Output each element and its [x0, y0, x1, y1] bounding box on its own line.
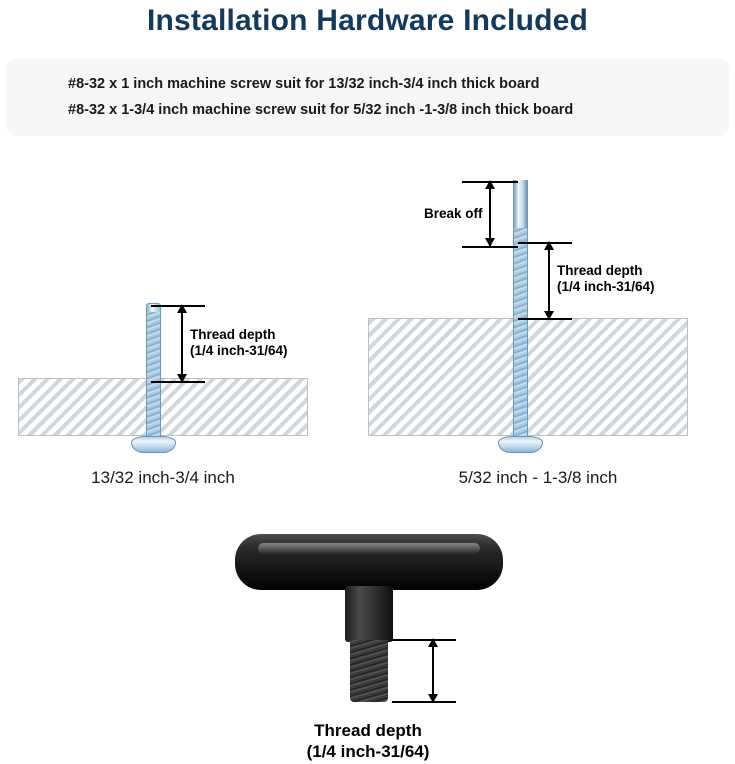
dimension-tick-bottom-right — [518, 318, 572, 320]
dimension-line-thread-depth-right — [548, 243, 550, 319]
knob-dimension-tick-bottom — [392, 701, 456, 703]
dimension-line-break-off — [489, 182, 491, 246]
screw-tip-right — [513, 180, 528, 228]
thread-depth-label-right-line-2: (1/4 inch-31/64) — [557, 279, 655, 295]
thread-depth-label-left-line-1: Thread depth — [190, 327, 276, 342]
screw-head-left — [131, 436, 176, 453]
break-off-tick-bottom — [462, 246, 518, 248]
caption-left: 13/32 inch-3/4 inch — [91, 468, 235, 487]
knob-neck — [345, 586, 393, 642]
thread-depth-label-right — [557, 263, 655, 296]
break-off-tick-top — [462, 181, 518, 183]
thread-depth-label-left-line-2: (1/4 inch-31/64) — [190, 343, 288, 359]
dimension-tick-top-right — [518, 242, 572, 244]
screw-shaft-right — [513, 228, 528, 442]
knob-thread-depth-caption — [248, 720, 488, 763]
caption-right: 5/32 inch - 1-3/8 inch — [458, 468, 618, 487]
spec-note-line-2: #8-32 x 1-3/4 inch machine screw suit for 5/32 inch -1-3/8 inch thick board — [68, 102, 574, 118]
knob-dimension-tick-top — [392, 639, 456, 641]
dimension-tick-top-left — [151, 305, 205, 307]
knob-caption-line-1: Thread depth — [314, 721, 422, 740]
page-title: Installation Hardware Included — [146, 4, 589, 37]
dimension-line-thread-depth-left — [181, 306, 183, 382]
thread-depth-label-left — [190, 327, 288, 360]
board-cross-section-left — [18, 378, 308, 436]
knob-bar-highlight — [258, 543, 480, 554]
dimension-tick-bottom-left — [151, 381, 205, 383]
knob-threaded-post — [350, 640, 388, 702]
thread-depth-label-right-line-1: Thread depth — [557, 263, 643, 278]
specification-note-box — [6, 58, 729, 136]
screw-head-right — [498, 436, 543, 453]
break-off-label: Break off — [424, 206, 483, 221]
board-cross-section-right — [368, 318, 688, 436]
knob-caption-line-2: (1/4 inch-31/64) — [306, 742, 430, 762]
screw-shaft-left — [146, 312, 161, 442]
spec-note-line-1: #8-32 x 1 inch machine screw suit for 13/32 inch-3/4 inch thick board — [68, 76, 540, 92]
dimension-line-knob-thread-depth — [432, 640, 434, 702]
